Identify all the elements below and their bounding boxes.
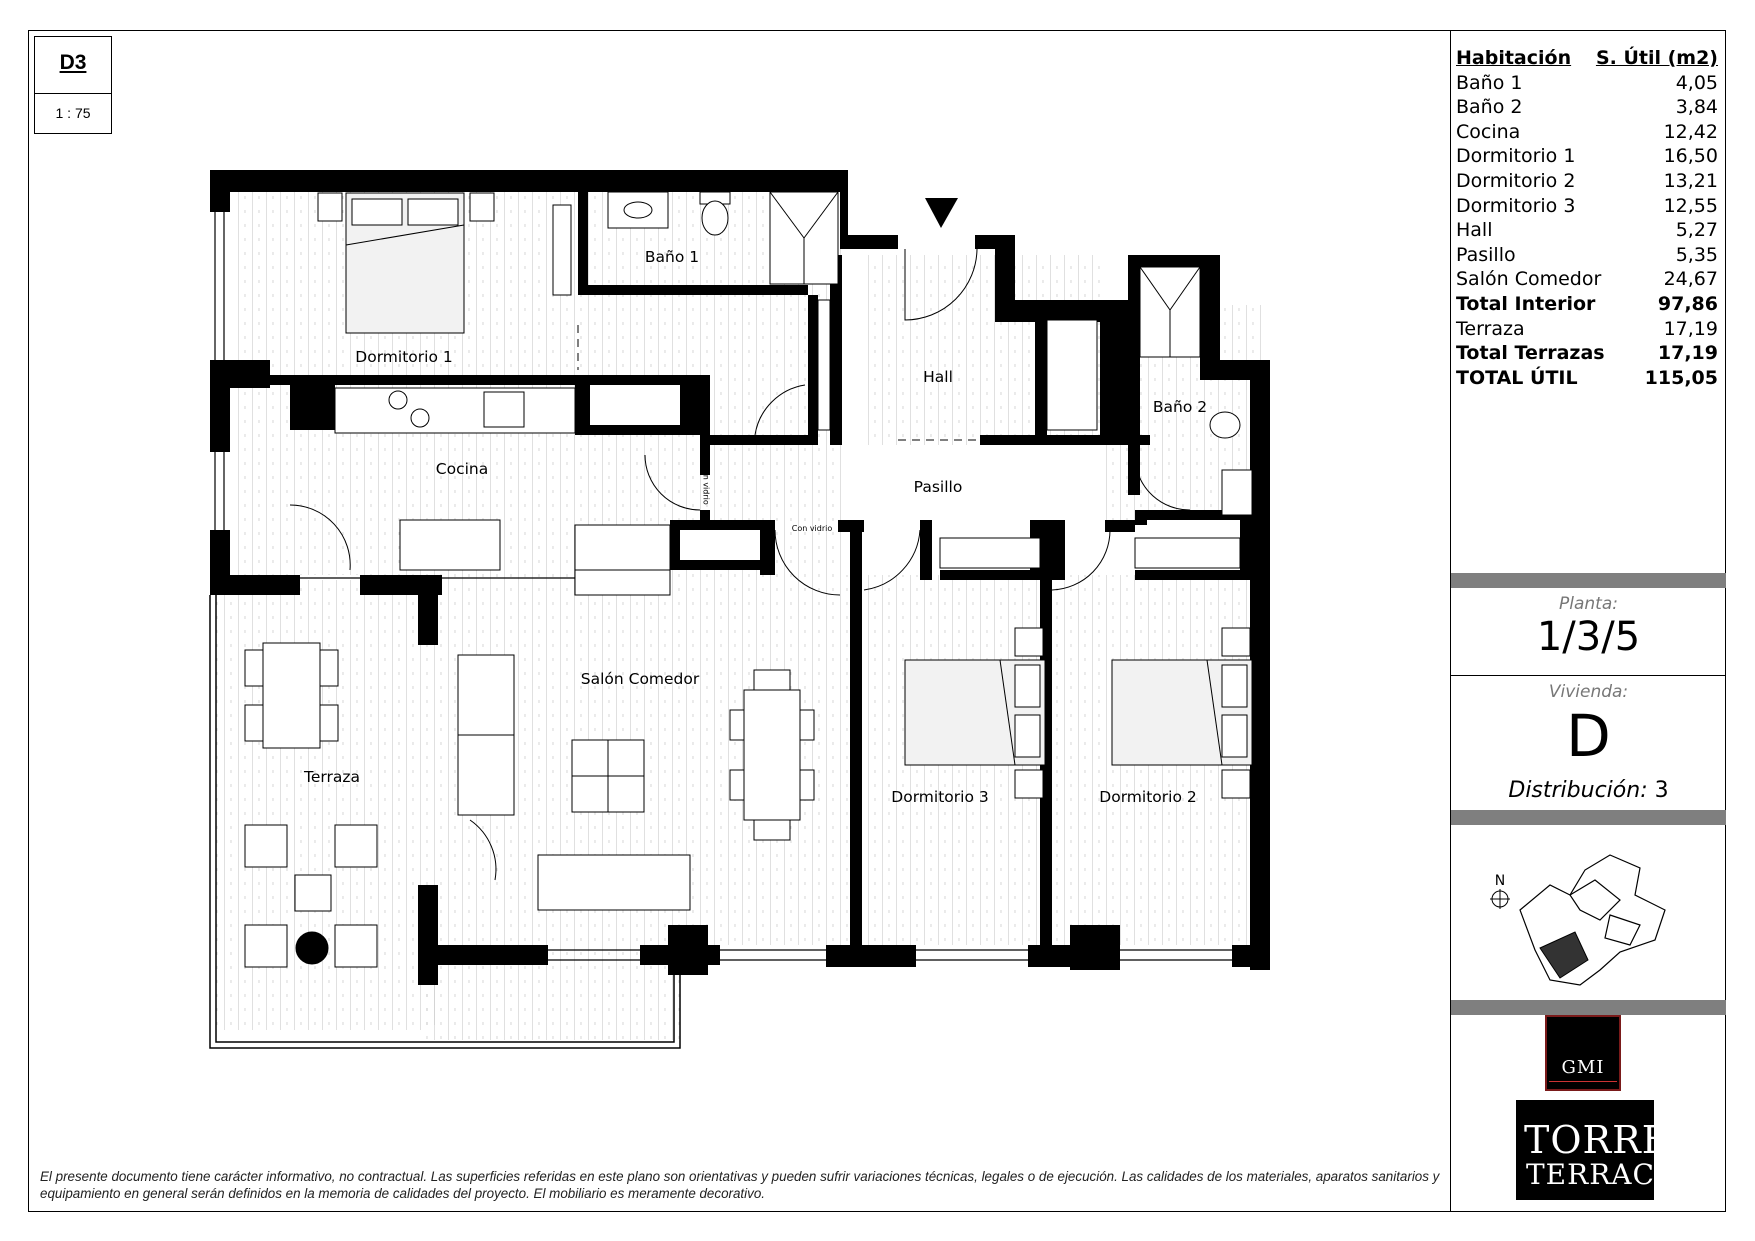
room-area: 16,50 xyxy=(1663,145,1718,168)
distribucion-value: 3 xyxy=(1654,778,1669,803)
room-label-cocina: Cocina xyxy=(435,460,489,478)
room-area: 17,19 xyxy=(1663,317,1718,340)
room-area: 97,86 xyxy=(1657,292,1718,315)
table-row xyxy=(1456,71,1718,96)
room-name: Hall xyxy=(1456,219,1493,242)
room-label-dormitorio-2: Dormitorio 2 xyxy=(1099,788,1197,806)
table-row xyxy=(1456,120,1718,145)
entrance-arrow-icon xyxy=(925,198,958,228)
table-row-total xyxy=(1456,341,1718,366)
compass-label: N xyxy=(1494,873,1506,889)
table-row xyxy=(1456,144,1718,169)
room-name: Cocina xyxy=(1456,120,1521,143)
divider-band xyxy=(1451,810,1726,825)
room-name: Baño 2 xyxy=(1456,96,1523,119)
table-row xyxy=(1456,194,1718,219)
table-row xyxy=(1456,95,1718,120)
divider-band xyxy=(1451,573,1726,588)
room-label-dormitorio-1: Dormitorio 1 xyxy=(355,348,453,366)
room-name: Dormitorio 2 xyxy=(1456,169,1576,192)
header-room: Habitación xyxy=(1456,47,1572,69)
table-row-total xyxy=(1456,366,1718,391)
divider xyxy=(1451,675,1726,676)
torre-logo-text: TORRE xyxy=(1524,1118,1671,1162)
compass-icon xyxy=(1490,873,1510,909)
room-name: Total Terrazas xyxy=(1456,342,1605,365)
room-label-hall: Hall xyxy=(923,368,953,386)
location-key-plan xyxy=(1480,840,1700,1000)
vivienda-label: Vivienda: xyxy=(1548,682,1629,702)
room-area: 5,35 xyxy=(1675,243,1718,266)
room-area: 13,21 xyxy=(1663,169,1718,192)
gmi-logo-rule xyxy=(1549,1081,1617,1082)
vivienda-value: D xyxy=(1566,702,1611,770)
room-name: Pasillo xyxy=(1456,243,1516,266)
header-area: S. Útil (m2) xyxy=(1595,47,1718,69)
room-name: Salón Comedor xyxy=(1456,268,1602,291)
planta-value: 1/3/5 xyxy=(1536,614,1641,660)
room-area: 17,19 xyxy=(1657,342,1718,365)
disclaimer: El presente documento tiene carácter informativo, no contractual. Las superficies referidas en este plano son orientativas y pueden sufrir variaciones técnicas, legales o de ejecución. Las calidades de los materiales, aparatos sanitarios y equipamiento en general serán definidos en la memoria de calidades del proyecto. El mobiliario es meramente decorativo. xyxy=(40,1169,1440,1201)
table-row xyxy=(1456,267,1718,292)
room-name: Terraza xyxy=(1456,317,1525,340)
room-label-bano-2: Baño 2 xyxy=(1152,398,1208,416)
room-area: 115,05 xyxy=(1644,366,1718,389)
room-label-terraza: Terraza xyxy=(304,768,360,786)
table-row xyxy=(1456,169,1718,194)
building-outline xyxy=(1520,855,1665,985)
glass-door-note: Con vidrio xyxy=(791,524,833,533)
plan-code: D3 xyxy=(59,51,87,74)
torre-terrace-logo xyxy=(1516,1100,1677,1200)
room-area: 12,42 xyxy=(1663,120,1718,143)
room-label-pasillo: Pasillo xyxy=(913,478,963,496)
distribucion-label: Distribución: xyxy=(1508,778,1648,803)
table-row xyxy=(1456,243,1718,268)
room-area: 5,27 xyxy=(1675,219,1718,242)
room-label-bano-1: Baño 1 xyxy=(644,248,700,266)
table-row xyxy=(1456,218,1718,243)
room-area: 12,55 xyxy=(1663,194,1718,217)
room-name: TOTAL ÚTIL xyxy=(1456,366,1578,389)
plan-scale: 1 : 75 xyxy=(55,105,91,121)
table-header xyxy=(1456,46,1718,71)
gmi-logo xyxy=(1545,1015,1621,1091)
glass-door-note: Con vidrio xyxy=(701,464,711,505)
room-area: 24,67 xyxy=(1663,268,1718,291)
room-label-dormitorio-3: Dormitorio 3 xyxy=(891,788,989,806)
room-name: Dormitorio 3 xyxy=(1456,194,1576,217)
room-name: Dormitorio 1 xyxy=(1456,145,1576,168)
room-area: 4,05 xyxy=(1675,71,1718,94)
terrace-logo-text: TERRACE xyxy=(1526,1158,1677,1191)
divider-band xyxy=(1451,1000,1726,1015)
table-row xyxy=(1456,317,1718,342)
areas-table xyxy=(1456,46,1718,390)
room-area: 3,84 xyxy=(1675,96,1718,119)
distribucion xyxy=(1451,778,1726,803)
table-row-total xyxy=(1456,292,1718,317)
room-label-salon-comedor: Salón Comedor xyxy=(580,670,700,688)
gmi-logo-text: GMI xyxy=(1561,1057,1605,1078)
room-name: Total Interior xyxy=(1456,292,1596,315)
planta-label: Planta: xyxy=(1559,594,1618,614)
room-name: Baño 1 xyxy=(1456,71,1523,94)
